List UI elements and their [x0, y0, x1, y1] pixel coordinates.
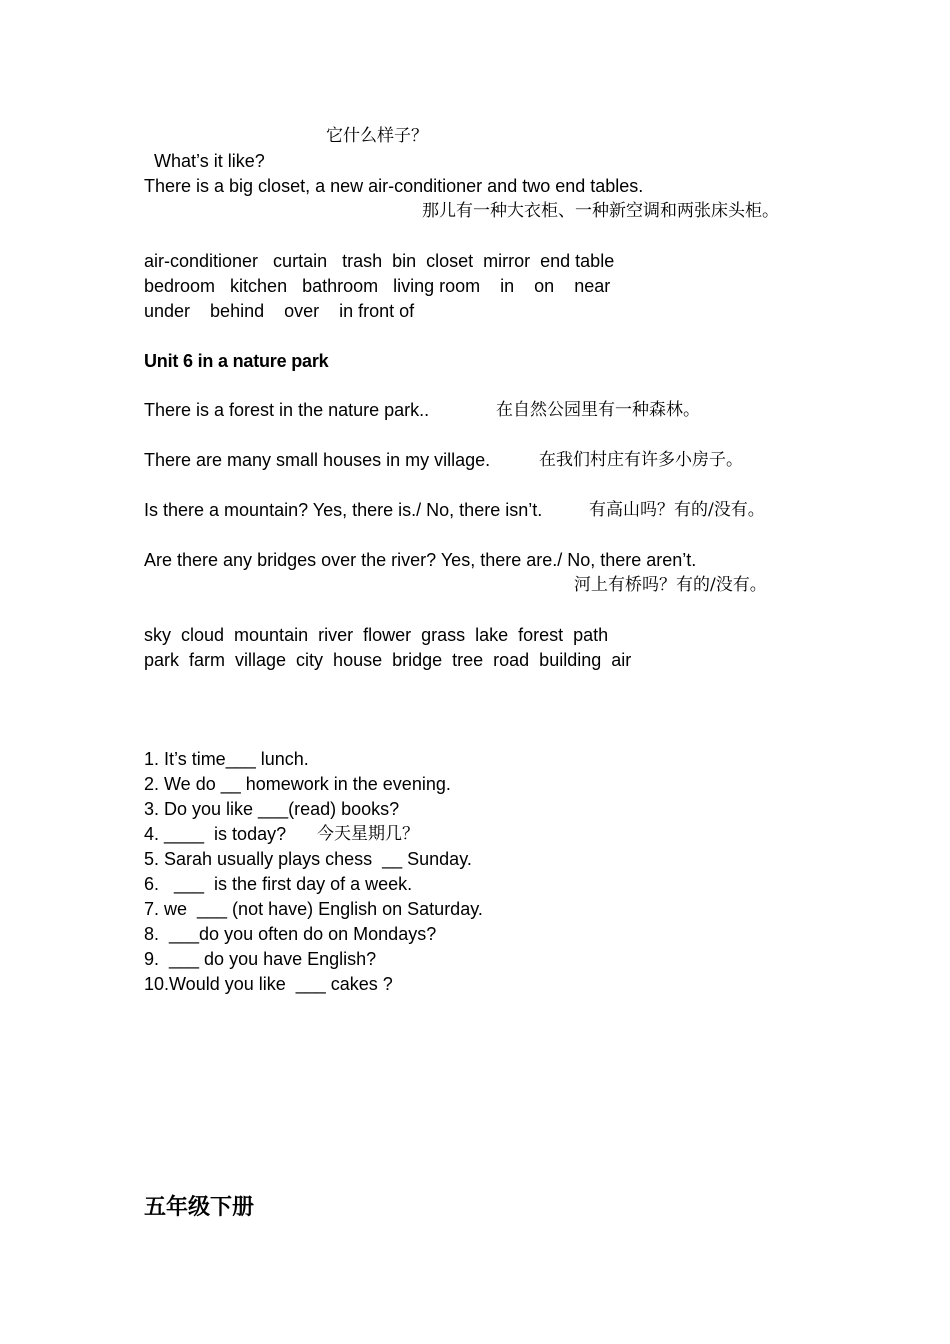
question-english: What’s it like?: [154, 151, 265, 171]
exercise-item: 10.Would you like ___ cakes ?: [144, 974, 393, 994]
sentence-english: There is a forest in the nature park..: [144, 400, 430, 420]
exercise-item: 5. Sarah usually plays chess __ Sunday.: [144, 849, 472, 869]
sentence-english: Is there a mountain? Yes, there is./ No, there isn’t.: [144, 500, 543, 520]
grade-heading: 五年级下册: [144, 1194, 255, 1220]
exercise-item: 2. We do __ homework in the evening.: [144, 774, 451, 794]
sentence-chinese: 河上有桥吗？有的/没有。: [574, 575, 767, 595]
exercise-item: 1. It’s time___ lunch.: [144, 749, 309, 769]
vocab-line: air-conditioner curtain trash bin closet mirror end table: [144, 251, 615, 271]
vocab-line: park farm village city house bridge tree road building air: [144, 650, 632, 670]
exercise-item: 9. ___ do you have English?: [144, 949, 377, 969]
sentence-english: There are many small houses in my village.: [144, 450, 491, 470]
vocab-line: bedroom kitchen bathroom living room in on near: [144, 276, 611, 296]
vocab-line: sky cloud mountain river flower grass lake forest path: [144, 625, 609, 645]
question-line: [144, 124, 265, 174]
exercise-item: 6. ___ is the first day of a week.: [144, 874, 413, 894]
exercise-item: 7. we ___ (not have) English on Saturday.: [144, 899, 483, 919]
vocab-line: under behind over in front of: [144, 301, 415, 321]
question-chinese: 它什么样子？: [326, 126, 428, 146]
sentence-chinese: 在我们村庄有许多小房子。: [539, 450, 743, 470]
exercise-item: 3. Do you like ___(read) books?: [144, 799, 400, 819]
sentence-chinese: 在自然公园里有一种森林。: [496, 400, 700, 420]
sentence-english: There is a big closet, a new air-conditioner and two end tables.: [144, 176, 644, 196]
unit-title: Unit 6 in a nature park: [144, 351, 329, 371]
sentence-english: Are there any bridges over the river? Yes, there are./ No, there aren’t.: [144, 550, 697, 570]
exercise-item: 4. ____ is today?: [144, 824, 287, 844]
exercise-hint-chinese: 今天星期几？: [317, 824, 419, 844]
sentence-chinese: 那儿有一种大衣柜、一种新空调和两张床头柜。: [422, 201, 779, 221]
sentence-chinese: 有高山吗？有的/没有。: [589, 500, 765, 520]
exercise-item: 8. ___do you often do on Mondays?: [144, 924, 437, 944]
